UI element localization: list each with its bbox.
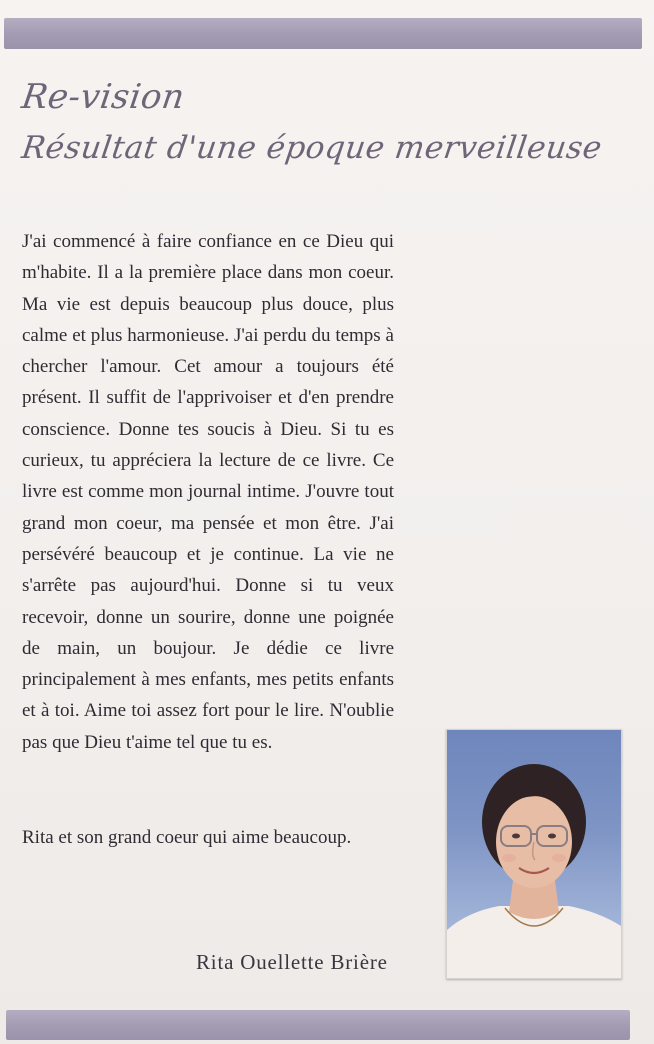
back-cover-blurb: J'ai commencé à faire confiance en ce Dieu qui m'habite. Il a la première place dans mon coeur. Ma vie est depuis beaucoup plus douce, plus calme et plus harmonieuse. J'ai perdu du temps à chercher l'amour. Cet amour a toujours été présent. Il suffit de l'apprivoiser et d'en prendre conscience. Donne tes soucis à Dieu. Si tu es curieux, tu appréciera la lecture de ce livre. Ce livre est comme mon journal intime. J'ouvre tout grand mon coeur, ma pensée et mon être. J'ai persévéré beaucoup et je continue. La vie ne s'arrête pas aujourd'hui. Donne si tu veux recevoir, donne un sourire, donne une poignée de main, un boujour. Je dédie ce livre principalement à mes enfants, mes petits enfants et à toi. Aime toi assez fort pour le lire. N'oublie pas que Dieu t'aime tel que tu es.: [22, 231, 394, 753]
signoff-line: Rita et son grand coeur qui aime beaucoup.: [22, 827, 352, 848]
author-portrait-illustration: [447, 730, 621, 978]
top-decorative-band: [4, 18, 642, 49]
title-line-2: Résultat d'une époque merveilleuse: [19, 130, 605, 166]
author-photo: [446, 729, 622, 979]
bottom-decorative-band: [6, 1010, 630, 1040]
book-title: [19, 72, 642, 174]
title-line-1: Re-vision: [19, 77, 188, 117]
author-name: Rita Ouellette Brière: [196, 950, 388, 974]
